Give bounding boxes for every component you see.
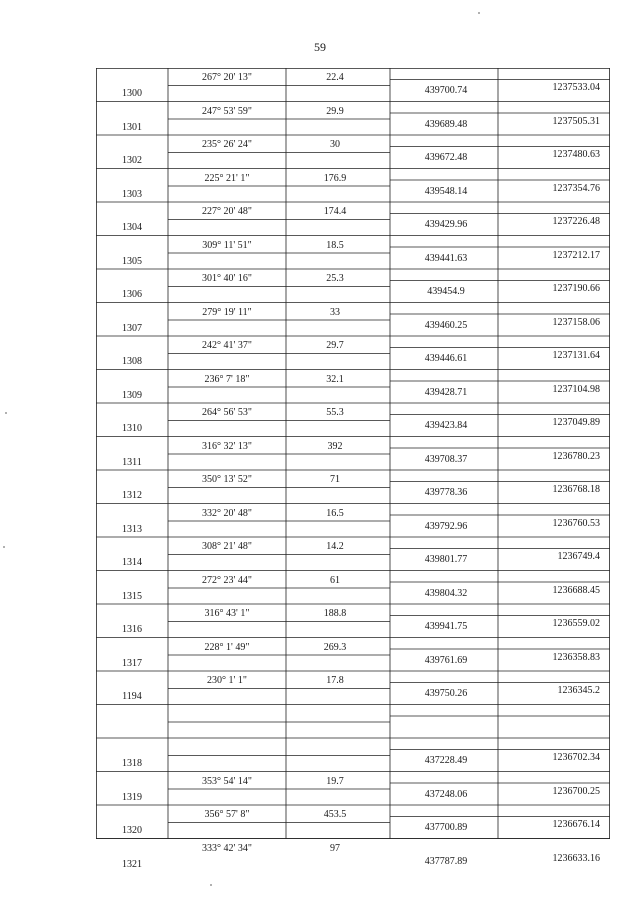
distance-cell: 188.8 bbox=[323, 608, 347, 619]
x-coordinate-cell: 439446.61 bbox=[424, 353, 468, 364]
x-coordinate-cell: 439429.96 bbox=[424, 219, 468, 230]
bearing-cell: 356° 57' 8" bbox=[204, 809, 250, 820]
y-coordinate-cell: 1236700.25 bbox=[552, 785, 600, 797]
x-coordinate-cell: 439423.84 bbox=[424, 420, 468, 431]
bearing-cell: 225° 21' 1" bbox=[204, 172, 250, 184]
table-row bbox=[96, 236, 610, 269]
distance-cell: 97 bbox=[330, 842, 340, 854]
table-row bbox=[96, 68, 610, 101]
x-coordinate-cell: 439460.25 bbox=[424, 319, 468, 331]
point-cell: 1312 bbox=[122, 490, 142, 501]
distance-cell: 176.9 bbox=[323, 172, 347, 184]
y-coordinate-cell: 1236688.45 bbox=[552, 584, 600, 596]
y-coordinate-cell: 1237158.06 bbox=[552, 316, 600, 328]
point-cell: 1318 bbox=[122, 758, 142, 769]
y-coordinate-cell: 1237190.66 bbox=[552, 283, 600, 294]
point-cell: 1301 bbox=[122, 121, 142, 133]
table-row bbox=[96, 102, 610, 135]
point-cell: 1300 bbox=[122, 88, 142, 99]
bearing-cell: 227° 20' 48" bbox=[202, 206, 252, 217]
table-row bbox=[96, 437, 610, 470]
table-row bbox=[96, 571, 610, 604]
x-coordinate-cell: 437787.89 bbox=[424, 855, 468, 867]
y-coordinate-cell: 1236702.34 bbox=[552, 752, 600, 763]
bearing-cell: 236° 7' 18" bbox=[204, 373, 250, 385]
point-cell: 1305 bbox=[122, 255, 142, 267]
y-coordinate-cell: 1237104.98 bbox=[552, 383, 600, 395]
point-cell: 1307 bbox=[122, 322, 142, 334]
distance-cell: 269.3 bbox=[323, 641, 347, 653]
point-cell: 1315 bbox=[122, 590, 142, 602]
table-row bbox=[96, 403, 610, 436]
y-coordinate-cell: 1236676.14 bbox=[552, 819, 600, 830]
point-cell: 1321 bbox=[122, 858, 142, 870]
table-row bbox=[96, 772, 610, 805]
bearing-cell: 279° 19' 11" bbox=[202, 306, 252, 318]
bearing-cell: 301° 40' 16" bbox=[202, 273, 252, 284]
x-coordinate-cell: 439792.96 bbox=[424, 520, 468, 532]
x-coordinate-cell: 439778.36 bbox=[424, 487, 468, 498]
point-cell: 1316 bbox=[122, 624, 142, 635]
table-row bbox=[96, 839, 610, 872]
bearing-cell: 247° 53' 59" bbox=[202, 105, 252, 117]
distance-cell: 29.9 bbox=[326, 105, 344, 117]
distance-cell: 14.2 bbox=[326, 541, 344, 552]
bearing-cell: 309° 11' 51" bbox=[202, 239, 252, 251]
point-cell: 1303 bbox=[122, 188, 142, 200]
x-coordinate-cell: 439700.74 bbox=[424, 85, 468, 96]
table-row bbox=[96, 303, 610, 336]
point-cell: 1313 bbox=[122, 523, 142, 535]
table-row bbox=[96, 705, 610, 738]
scan-speck bbox=[210, 884, 212, 886]
y-coordinate-cell: 1237533.04 bbox=[552, 82, 600, 93]
distance-cell: 453.5 bbox=[323, 809, 347, 820]
bearing-cell: 264° 56' 53" bbox=[202, 407, 252, 418]
bearing-cell: 267° 20' 13" bbox=[202, 72, 252, 83]
y-coordinate-cell: 1237480.63 bbox=[552, 149, 600, 160]
bearing-cell: 230° 1' 1" bbox=[207, 675, 247, 686]
coordinates-table bbox=[96, 68, 610, 870]
x-coordinate-cell: 439804.32 bbox=[424, 587, 468, 599]
point-cell: 1309 bbox=[122, 389, 142, 401]
scan-speck bbox=[5, 412, 7, 414]
bearing-cell: 350° 13' 52" bbox=[202, 474, 252, 485]
x-coordinate-cell: 439750.26 bbox=[424, 688, 468, 699]
table-row bbox=[96, 805, 610, 838]
bearing-cell: 308° 21' 48" bbox=[202, 541, 252, 552]
bearing-cell: 228° 1' 49" bbox=[204, 641, 250, 653]
distance-cell: 32.1 bbox=[326, 373, 344, 385]
bearing-cell: 332° 20' 48" bbox=[202, 507, 252, 519]
distance-cell: 25.3 bbox=[326, 273, 344, 284]
bearing-cell: 316° 32' 13" bbox=[202, 440, 252, 452]
bearing-cell: 316° 43' 1" bbox=[204, 608, 250, 619]
point-cell: 1317 bbox=[122, 657, 142, 669]
x-coordinate-cell: 439941.75 bbox=[424, 621, 468, 632]
x-coordinate-cell: 439454.9 bbox=[427, 286, 465, 297]
point-cell: 1308 bbox=[122, 356, 142, 367]
table-row bbox=[96, 202, 610, 235]
bearing-cell: 333° 42' 34" bbox=[202, 842, 252, 854]
table-row bbox=[96, 504, 610, 537]
y-coordinate-cell: 1236768.18 bbox=[552, 484, 600, 495]
y-coordinate-cell: 1237226.48 bbox=[552, 216, 600, 227]
scan-speck bbox=[478, 12, 480, 14]
y-coordinate-cell: 1237049.89 bbox=[552, 417, 600, 428]
bearing-cell: 353° 54' 14" bbox=[202, 775, 252, 787]
table-row bbox=[96, 738, 610, 771]
point-cell: 1302 bbox=[122, 155, 142, 166]
table-row bbox=[96, 336, 610, 369]
table-row bbox=[96, 169, 610, 202]
page-number: 59 bbox=[314, 40, 326, 54]
y-coordinate-cell: 1236559.02 bbox=[552, 618, 600, 629]
point-cell: 1194 bbox=[122, 691, 142, 702]
x-coordinate-cell: 437248.06 bbox=[424, 788, 468, 800]
y-coordinate-cell: 1237131.64 bbox=[552, 350, 600, 361]
x-coordinate-cell: 439428.71 bbox=[424, 386, 468, 398]
scan-speck bbox=[3, 546, 5, 548]
bearing-cell: 235° 26' 24" bbox=[202, 139, 252, 150]
distance-cell: 392 bbox=[327, 440, 343, 452]
y-coordinate-cell: 1236358.83 bbox=[552, 651, 600, 663]
y-coordinate-cell: 1236345.2 bbox=[557, 685, 600, 696]
distance-cell: 71 bbox=[330, 474, 340, 485]
point-cell: 1319 bbox=[122, 791, 142, 803]
y-coordinate-cell: 1236760.53 bbox=[552, 517, 600, 529]
distance-cell: 174.4 bbox=[323, 206, 347, 217]
table-row bbox=[96, 269, 610, 302]
point-cell: 1310 bbox=[122, 423, 142, 434]
table-row bbox=[96, 537, 610, 570]
x-coordinate-cell: 437228.49 bbox=[424, 755, 468, 766]
point-cell: 1320 bbox=[122, 825, 142, 836]
distance-cell: 22.4 bbox=[326, 72, 344, 83]
x-coordinate-cell: 439708.37 bbox=[424, 453, 468, 465]
y-coordinate-cell: 1236780.23 bbox=[552, 450, 600, 462]
distance-cell: 29.7 bbox=[326, 340, 344, 351]
table-row bbox=[96, 470, 610, 503]
table-row bbox=[96, 370, 610, 403]
distance-cell: 19.7 bbox=[326, 775, 344, 787]
x-coordinate-cell: 439441.63 bbox=[424, 252, 468, 264]
distance-cell: 16.5 bbox=[326, 507, 344, 519]
y-coordinate-cell: 1236749.4 bbox=[557, 551, 600, 562]
x-coordinate-cell: 439689.48 bbox=[424, 118, 468, 130]
table-row bbox=[96, 671, 610, 704]
y-coordinate-cell: 1237354.76 bbox=[552, 182, 600, 194]
x-coordinate-cell: 439672.48 bbox=[424, 152, 468, 163]
distance-cell: 18.5 bbox=[326, 239, 344, 251]
table-row bbox=[96, 604, 610, 637]
y-coordinate-cell: 1237505.31 bbox=[552, 115, 600, 127]
distance-cell: 61 bbox=[330, 574, 340, 586]
point-cell: 1311 bbox=[122, 456, 142, 468]
bearing-cell: 272° 23' 44" bbox=[202, 574, 252, 586]
distance-cell: 33 bbox=[330, 306, 340, 318]
point-cell: 1306 bbox=[122, 289, 142, 300]
bearing-cell: 242° 41' 37" bbox=[202, 340, 252, 351]
x-coordinate-cell: 439801.77 bbox=[424, 554, 468, 565]
y-coordinate-cell: 1237212.17 bbox=[552, 249, 600, 261]
point-cell: 1304 bbox=[122, 222, 142, 233]
distance-cell: 30 bbox=[330, 139, 340, 150]
y-coordinate-cell: 1236633.16 bbox=[552, 852, 600, 864]
table-row bbox=[96, 135, 610, 168]
x-coordinate-cell: 439761.69 bbox=[424, 654, 468, 666]
distance-cell: 17.8 bbox=[326, 675, 344, 686]
x-coordinate-cell: 439548.14 bbox=[424, 185, 468, 197]
point-cell: 1314 bbox=[122, 557, 142, 568]
x-coordinate-cell: 437700.89 bbox=[424, 822, 468, 833]
distance-cell: 55.3 bbox=[326, 407, 344, 418]
table-row bbox=[96, 638, 610, 671]
